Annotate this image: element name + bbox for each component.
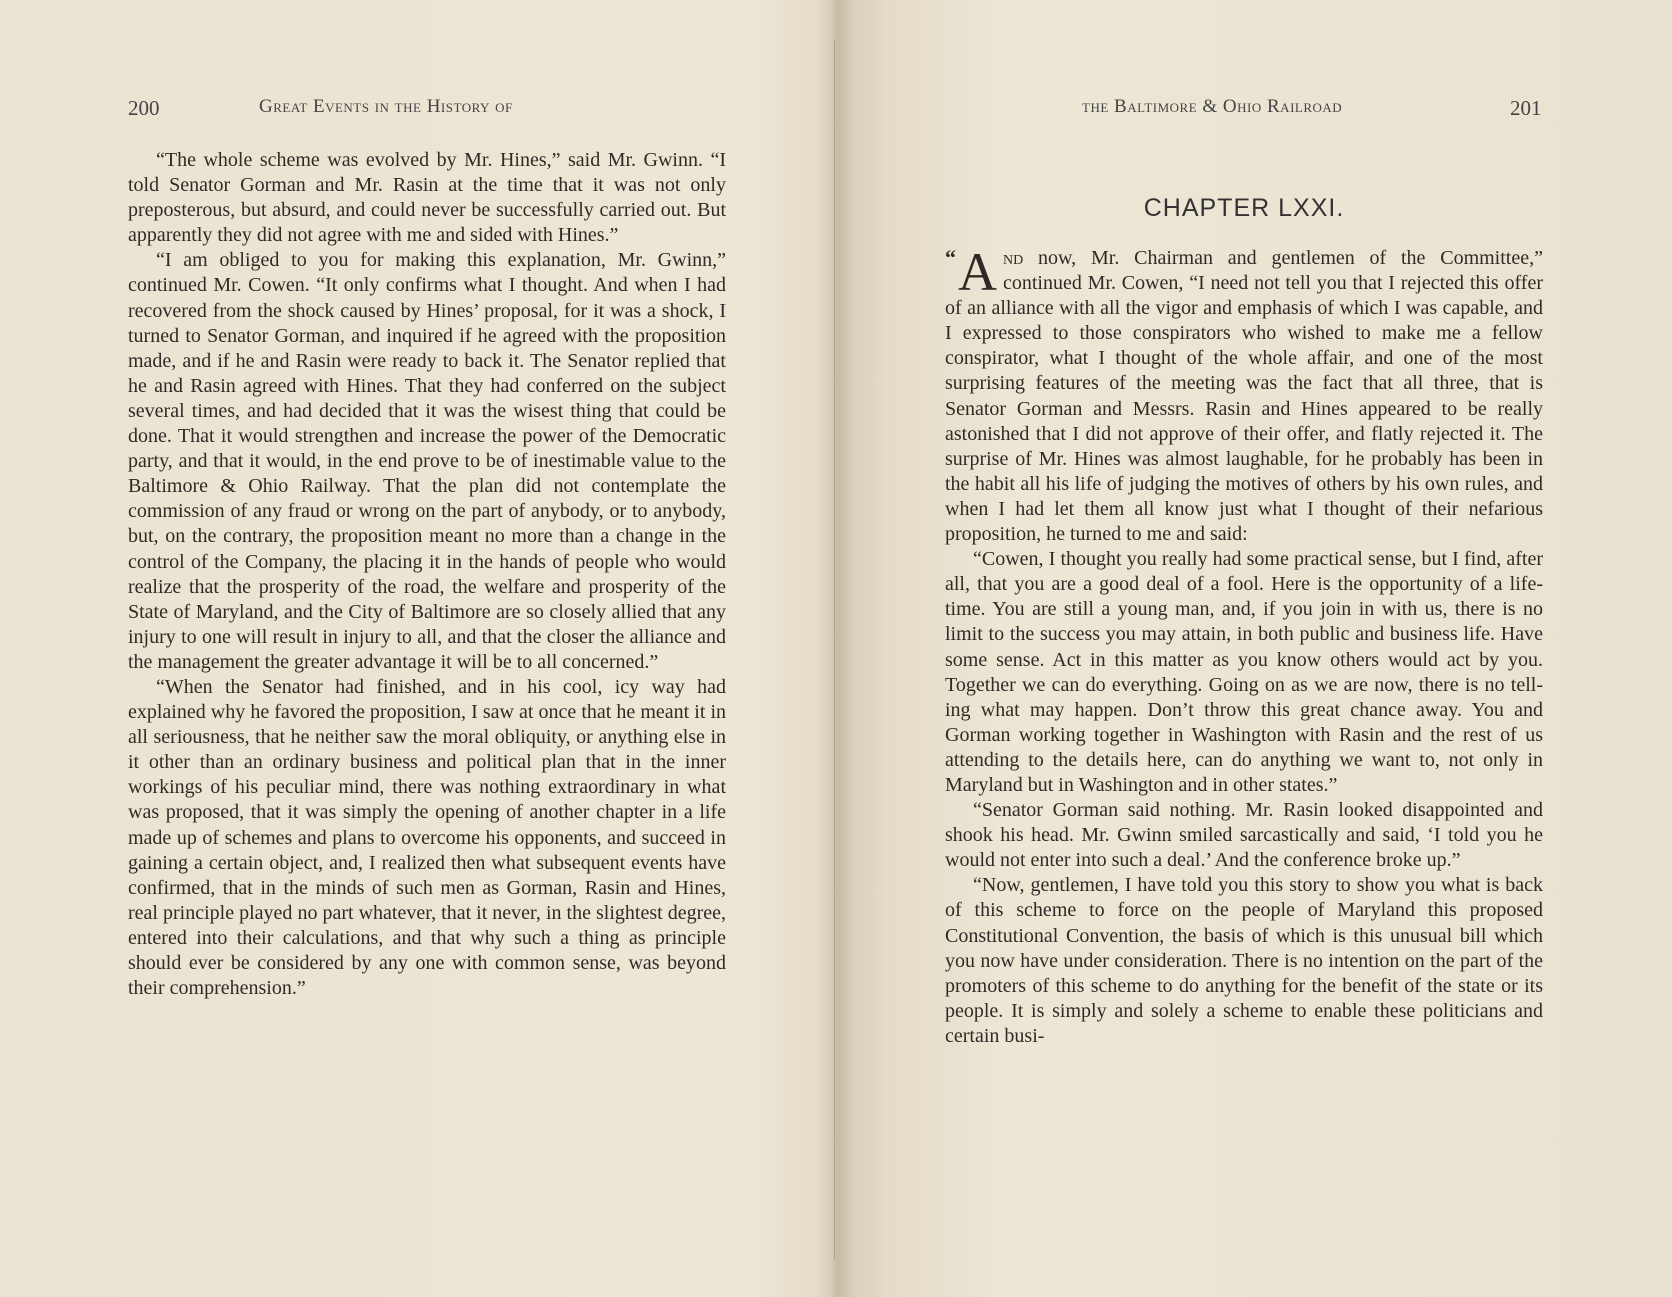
- left-running-head: Great Events in the History of: [259, 96, 513, 117]
- left-page-number: 200: [128, 96, 160, 120]
- left-paragraph-2: “I am obliged to you for making this explanation, Mr. Gwinn,” continued Mr. Cowen. “It only confirms what I thought. And when I had recovered from the shock caused by Hines’ proposal, for it was a shock, I turned to Senator Gorman, and inquired if he agreed with the proposition made, and if he and Rasin were ready to back it. The Senator replied that he and Rasin agreed with Hines. That they had conferred on the subject several times, and had decided that it was the wisest thing that could be done. That it would strengthen and increase the power of the Democratic party, and that it would, in the end prove to be of inestimable value to the Baltimore & Ohio Railway. That the plan did not contemplate the commission of any fraud or wrong on the part of anybody, or to anybody, but, on the contrary, the proposition meant no more than a change in the control of the Company, the placing it in the hands of people who would realize that the prosperity of the road, the welfare and prosperity of the State of Maryland, and the City of Baltimore are so closely allied that any injury to one will result in injury to all, and that the closer the alliance and the management the greater advantage it will be to all concerned.”: [128, 249, 726, 673]
- chapter-title: CHAPTER LXXI.: [1143, 194, 1345, 222]
- right-page: [836, 0, 1672, 1297]
- opening-text: now, Mr. Chairman and gentlemen of the Committee,” continued Mr. Cowen, “I need not tell you that I rejected this offer of an alliance with all the vigor and emphasis of which I was capable, and I expressed to those conspirators who wished to make me a fellow conspirator, what I thought of the whole affair, and one of the most surprising features of the meeting was the fact that all three, that is Senator Gorman and Messrs. Rasin and Hines appeared to be really astonished that I did not approve of their offer, and flatly rejected it. The surprise of Mr. Hines was almost laughable, for he probably has been in the habit all his life of judging the motives of others by his own rules, and when I had let them all know just what I thought of their nefarious proposition, he turned to me and said:: [945, 247, 1543, 546]
- right-running-head: the Baltimore & Ohio Railroad: [1082, 96, 1343, 117]
- right-paragraph-2: “Senator Gorman said nothing. Mr. Rasin looked disappointed and shook his head. Mr. Gwinn smiled sarcastically and said, ‘I told you he would not enter into such a deal.’ And the conference broke up.”: [945, 799, 1543, 872]
- opening-quote-mark: “: [945, 245, 956, 270]
- right-paragraph-1: “Cowen, I thought you really had some practical sense, but I find, after all, that you are a good deal of a fool. Here is the opportunity of a life-time. You are still a young man, and, if you join in with us, there is no limit to the success you may attain, in both public and business life. Have some sense. Act in this matter as you know others would act by you. Together we can do everything. Going on as we are now, there is no telling what may happen. Don’t throw this great chance away. You and Gorman working together in Washington with Rasin and the rest of us attending to the details here, can do anything we want to, not only in Maryland but in Washington and in other states.”: [945, 548, 1543, 796]
- right-page-number: 201: [1510, 96, 1542, 120]
- left-paragraph-3: “When the Senator had finished, and in his cool, icy way had explained why he favored the proposition, I saw at once that he meant it in all seriousness, that he neither saw the moral obliquity, or anything else in it other than an ordinary business and political plan that in the inner workings of his peculiar mind, there was nothing extraordinary in what was proposed, that it was simply the opening of another chapter in a life made up of schemes and plans to overcome his opponents, and succeed in gaining a certain object, and, I realized then what subsequent events have confirmed, that in the minds of such men as Gorman, Rasin and Hines, real principle played no part whatever, that it never, in the slightest degree, entered into their calculations, and that why such a thing as principle should ever be considered by any one with common sense, was beyond their comprehension.”: [128, 675, 726, 1000]
- drop-cap: A: [958, 242, 997, 302]
- right-opening-paragraph: [945, 242, 1543, 547]
- opening-smallcaps: nd: [1003, 247, 1024, 269]
- right-paragraph-3: “Now, gentlemen, I have told you this story to show you what is back of this scheme to force on the people of Maryland this proposed Constitutional Convention, the basis of which is this unusual bill which you now have under consideration. There is no intention on the part of the promoters of this scheme to do anything for the benefit of the state or its people. It is simply and solely a scheme to enable these politicians and certain busi-: [945, 874, 1543, 1047]
- left-paragraph-1: “The whole scheme was evolved by Mr. Hines,” said Mr. Gwinn. “I told Senator Gorman and Mr. Rasin at the time that it was not only preposterous, but absurd, and could never be successfully carried out. But apparently they did not agree with me and sided with Hines.”: [128, 149, 726, 247]
- right-body-text: [945, 242, 1543, 1049]
- left-body-text: [128, 148, 726, 1001]
